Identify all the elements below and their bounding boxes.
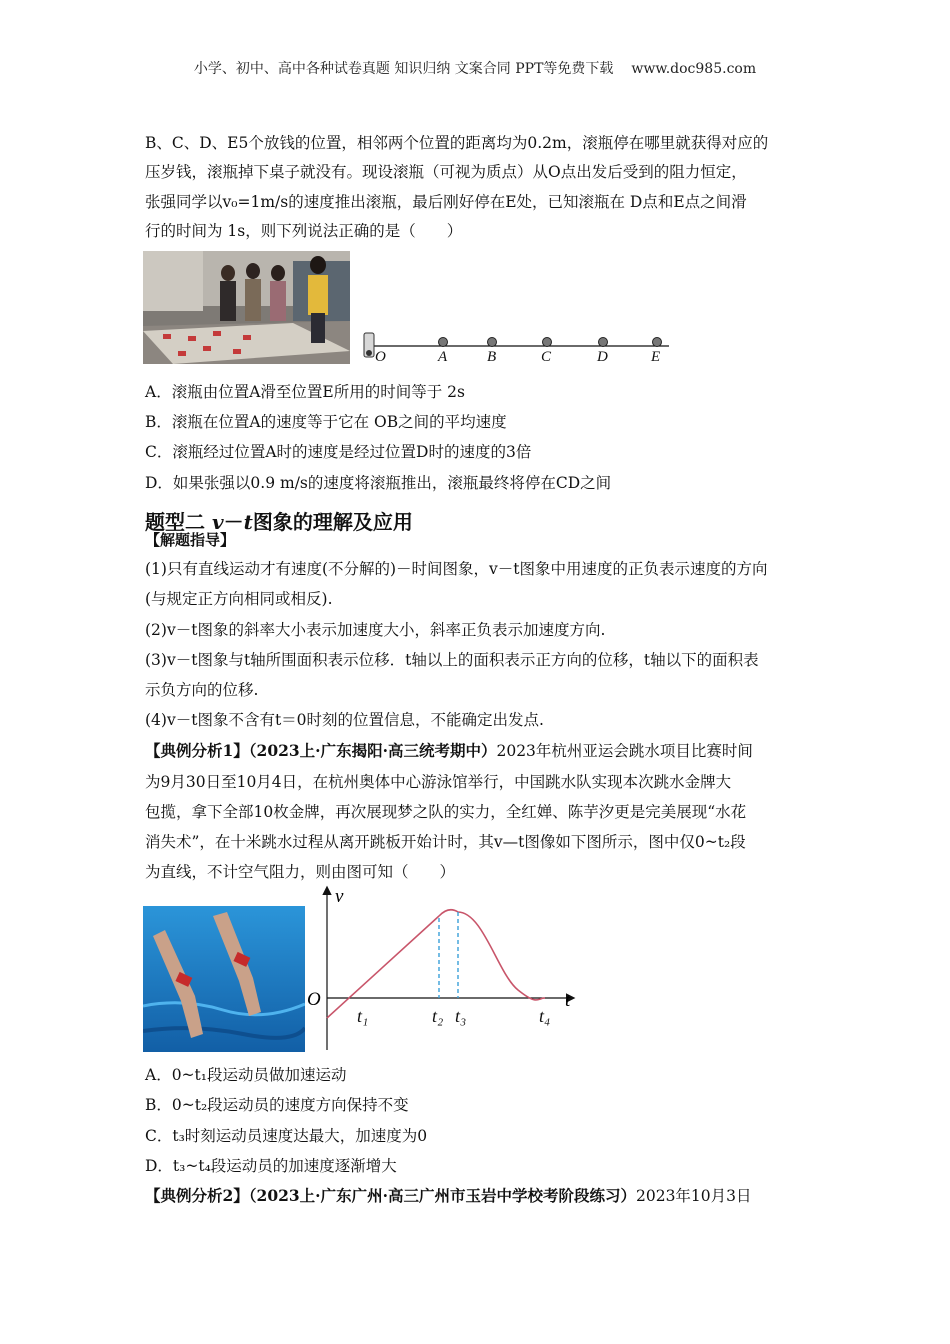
example1-line-1 bbox=[145, 741, 753, 761]
coin-D bbox=[599, 338, 608, 347]
tick-label-4: t₄ bbox=[539, 1006, 551, 1026]
diver-photo bbox=[143, 906, 305, 1052]
label-O: O bbox=[375, 349, 386, 365]
problem-line-2: 压岁钱，滚瓶掉下桌子就没有。现设滚瓶（可视为质点）从O点出发后受到的阻力恒定， bbox=[145, 163, 747, 181]
problem-line-3: 张强同学以v₀=1m/s的速度推出滚瓶，最后刚好停在E处，已知滚瓶在 D点和E点之间滑 bbox=[145, 193, 747, 211]
example1-line-3: 包揽，拿下全部10枚金牌，再次展现梦之队的实力，全红婵、陈芋汐更是完美展现“水花 bbox=[145, 803, 747, 821]
curve-group bbox=[327, 910, 545, 1018]
example2-label: 【典例分析2】（2023上·广东广州·高三广州市玉岩中学校考阶段练习） bbox=[145, 1186, 636, 1205]
ex1-option-b: B．0~t₂段运动员的速度方向保持不变 bbox=[145, 1096, 409, 1114]
option-c: C．滚瓶经过位置A时的速度是经过位置D时的速度的3倍 bbox=[145, 443, 532, 461]
option-a: A．滚瓶由位置A滑至位置E所用的时间等于 2s bbox=[145, 383, 465, 401]
header-text: 小学、初中、高中各种试卷真题 知识归纳 文案合同 PPT等免费下载 bbox=[193, 61, 614, 77]
example1-line-5: 为直线，不计空气阻力，则由图可知（ ） bbox=[145, 863, 456, 881]
label-E: E bbox=[651, 349, 661, 365]
guide-label: 【解题指导】 bbox=[145, 531, 236, 549]
page-header bbox=[0, 58, 950, 78]
label-D: D bbox=[597, 349, 608, 365]
bottle-base bbox=[366, 350, 372, 356]
bottle-game-illustration bbox=[143, 251, 350, 364]
example1-line-2: 为9月30日至10月4日，在杭州奥体中心游泳馆举行，中国跳水队实现本次跳水金牌大 bbox=[145, 773, 732, 791]
problem-line-4: 行的时间为 1s，则下列说法正确的是（ ） bbox=[145, 222, 463, 240]
title-post: 图象的理解及应用 bbox=[252, 510, 413, 534]
guide-1b: (与规定正方向相同或相反). bbox=[145, 590, 333, 608]
guide-2: (2)v－t图象的斜率大小表示加速度大小，斜率正负表示加速度方向. bbox=[145, 621, 606, 639]
vt-graph bbox=[305, 880, 585, 1060]
t-label: t bbox=[565, 990, 571, 1011]
guide-3a: (3)v－t图象与t轴所围面积表示位移．t轴以上的面积表示正方向的位移，t轴以下的面积表 bbox=[145, 651, 759, 669]
coin-C bbox=[543, 338, 552, 347]
header-site[interactable]: www.doc985.com bbox=[631, 61, 757, 77]
coin-A bbox=[439, 338, 448, 347]
option-d: D．如果张强以0.9 m/s的速度将滚瓶推出，滚瓶最终将停在CD之间 bbox=[145, 474, 612, 492]
vt-curve-segment bbox=[439, 910, 545, 1000]
label-C: C bbox=[541, 349, 552, 365]
title-v: v bbox=[211, 510, 224, 534]
diver-illustration bbox=[143, 906, 305, 1052]
guide-1a: (1)只有直线运动才有速度(不分解的)－时间图象，v－t图象中用速度的正负表示速度的方向 bbox=[145, 560, 768, 578]
ex1-option-d: D．t₃~t₄段运动员的加速度逐渐增大 bbox=[145, 1157, 397, 1175]
title-pre: 题型二 bbox=[145, 510, 212, 534]
label-A: A bbox=[438, 349, 448, 365]
tick-label-2: t₂ bbox=[432, 1006, 444, 1026]
bottle-game-photo bbox=[143, 251, 350, 364]
origin-label: O bbox=[307, 989, 321, 1010]
guide-3b: 示负方向的位移. bbox=[145, 681, 259, 699]
example1-label: 【典例分析1】（2023上·广东揭阳·高三统考期中） bbox=[145, 741, 497, 760]
example1-text-1: 2023年杭州亚运会跳水项目比赛时间 bbox=[496, 742, 753, 760]
example2-line bbox=[145, 1186, 752, 1206]
position-diagram bbox=[355, 325, 675, 365]
ex1-option-c: C．t₃时刻运动员速度达最大，加速度为0 bbox=[145, 1127, 428, 1145]
problem-line-1: B、C、D、E5个放钱的位置，相邻两个位置的距离均为0.2m，滚瓶停在哪里就获得对应的 bbox=[145, 134, 769, 152]
coin-B bbox=[488, 338, 497, 347]
option-b: B．滚瓶在位置A的速度等于它在 OB之间的平均速度 bbox=[145, 413, 507, 431]
vt-linear-segment bbox=[327, 916, 439, 1018]
tick-label-3: t₃ bbox=[455, 1006, 467, 1026]
title-t: t bbox=[243, 510, 253, 534]
example1-line-4: 消失术”，在十米跳水过程从离开跳板开始计时，其v—t图像如下图所示，图中仅0~t₂段 bbox=[145, 833, 746, 851]
example2-tail: 2023年10月3日 bbox=[635, 1187, 752, 1205]
ex1-option-a: A．0~t₁段运动员做加速运动 bbox=[145, 1066, 347, 1084]
coin-E bbox=[653, 338, 662, 347]
guide-4: (4)v－t图象不含有t＝0时刻的位置信息，不能确定出发点. bbox=[145, 711, 544, 729]
label-B: B bbox=[487, 349, 497, 365]
tick-group bbox=[357, 1006, 550, 1026]
v-label: v bbox=[335, 886, 344, 907]
tick-label-1: t₁ bbox=[357, 1006, 369, 1026]
title-dash: － bbox=[223, 510, 244, 534]
